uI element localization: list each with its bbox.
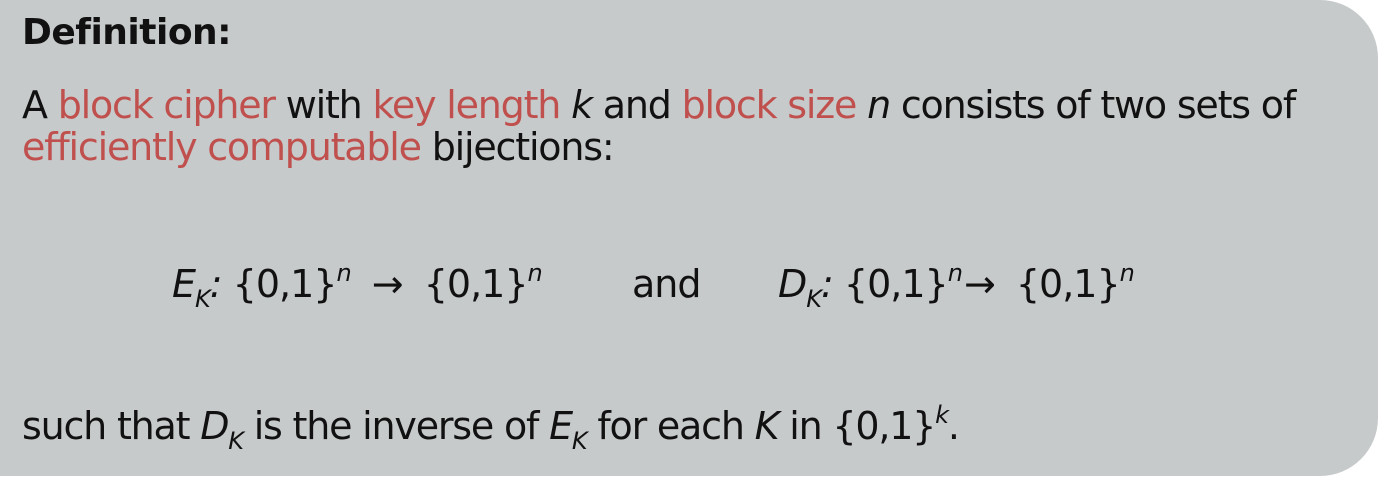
var-n: n (867, 83, 890, 127)
cond-e-sub: K (571, 427, 587, 455)
term-block-size: block size (681, 83, 857, 127)
definition-intro (22, 84, 1372, 168)
dec-symbol: D (778, 262, 807, 306)
dec-range-exp: n (1119, 259, 1134, 287)
cond-d: D (200, 404, 229, 448)
intro-consists: consists of two sets of (900, 83, 1296, 127)
intro-a: A (22, 83, 47, 127)
dec-range: {0,1} (1015, 262, 1120, 306)
cond-for-each: for each (597, 404, 744, 448)
cond-e: E (549, 404, 572, 448)
cond-in: in (789, 404, 822, 448)
var-k: k (571, 83, 592, 127)
cond-k: K (754, 404, 779, 448)
encryption-formula (172, 259, 542, 313)
cond-period: . (947, 404, 959, 448)
right-arrow-icon: → (963, 262, 995, 306)
enc-range: {0,1} (423, 262, 528, 306)
cond-set-exp: k (935, 401, 948, 429)
enc-range-exp: n (527, 259, 542, 287)
intro-bijections: bijections: (431, 125, 614, 169)
decryption-formula (778, 259, 1134, 313)
enc-domain: {0,1} (232, 262, 337, 306)
intro-and: and (602, 83, 671, 127)
cond-such-that: such that (22, 404, 190, 448)
term-efficiently-computable: efficiently computable (22, 125, 421, 169)
definition-title: Definition: (22, 12, 232, 53)
enc-colon: : (209, 262, 222, 306)
dec-domain-exp: n (947, 259, 962, 287)
intro-with: with (285, 83, 362, 127)
enc-domain-exp: n (336, 259, 351, 287)
dec-colon: : (821, 262, 833, 306)
dec-key-sub: K (806, 285, 822, 313)
term-key-length: key length (372, 83, 561, 127)
cond-d-sub: K (228, 427, 243, 455)
inverse-condition (22, 401, 959, 455)
dec-domain: {0,1} (843, 262, 948, 306)
right-arrow-icon: → (371, 262, 403, 306)
enc-symbol: E (172, 262, 196, 306)
cond-is-inverse: is the inverse of (253, 404, 539, 448)
formula-and: and (632, 262, 701, 306)
cond-set: {0,1} (832, 404, 936, 448)
term-block-cipher: block cipher (57, 83, 275, 127)
enc-key-sub: K (195, 285, 210, 313)
